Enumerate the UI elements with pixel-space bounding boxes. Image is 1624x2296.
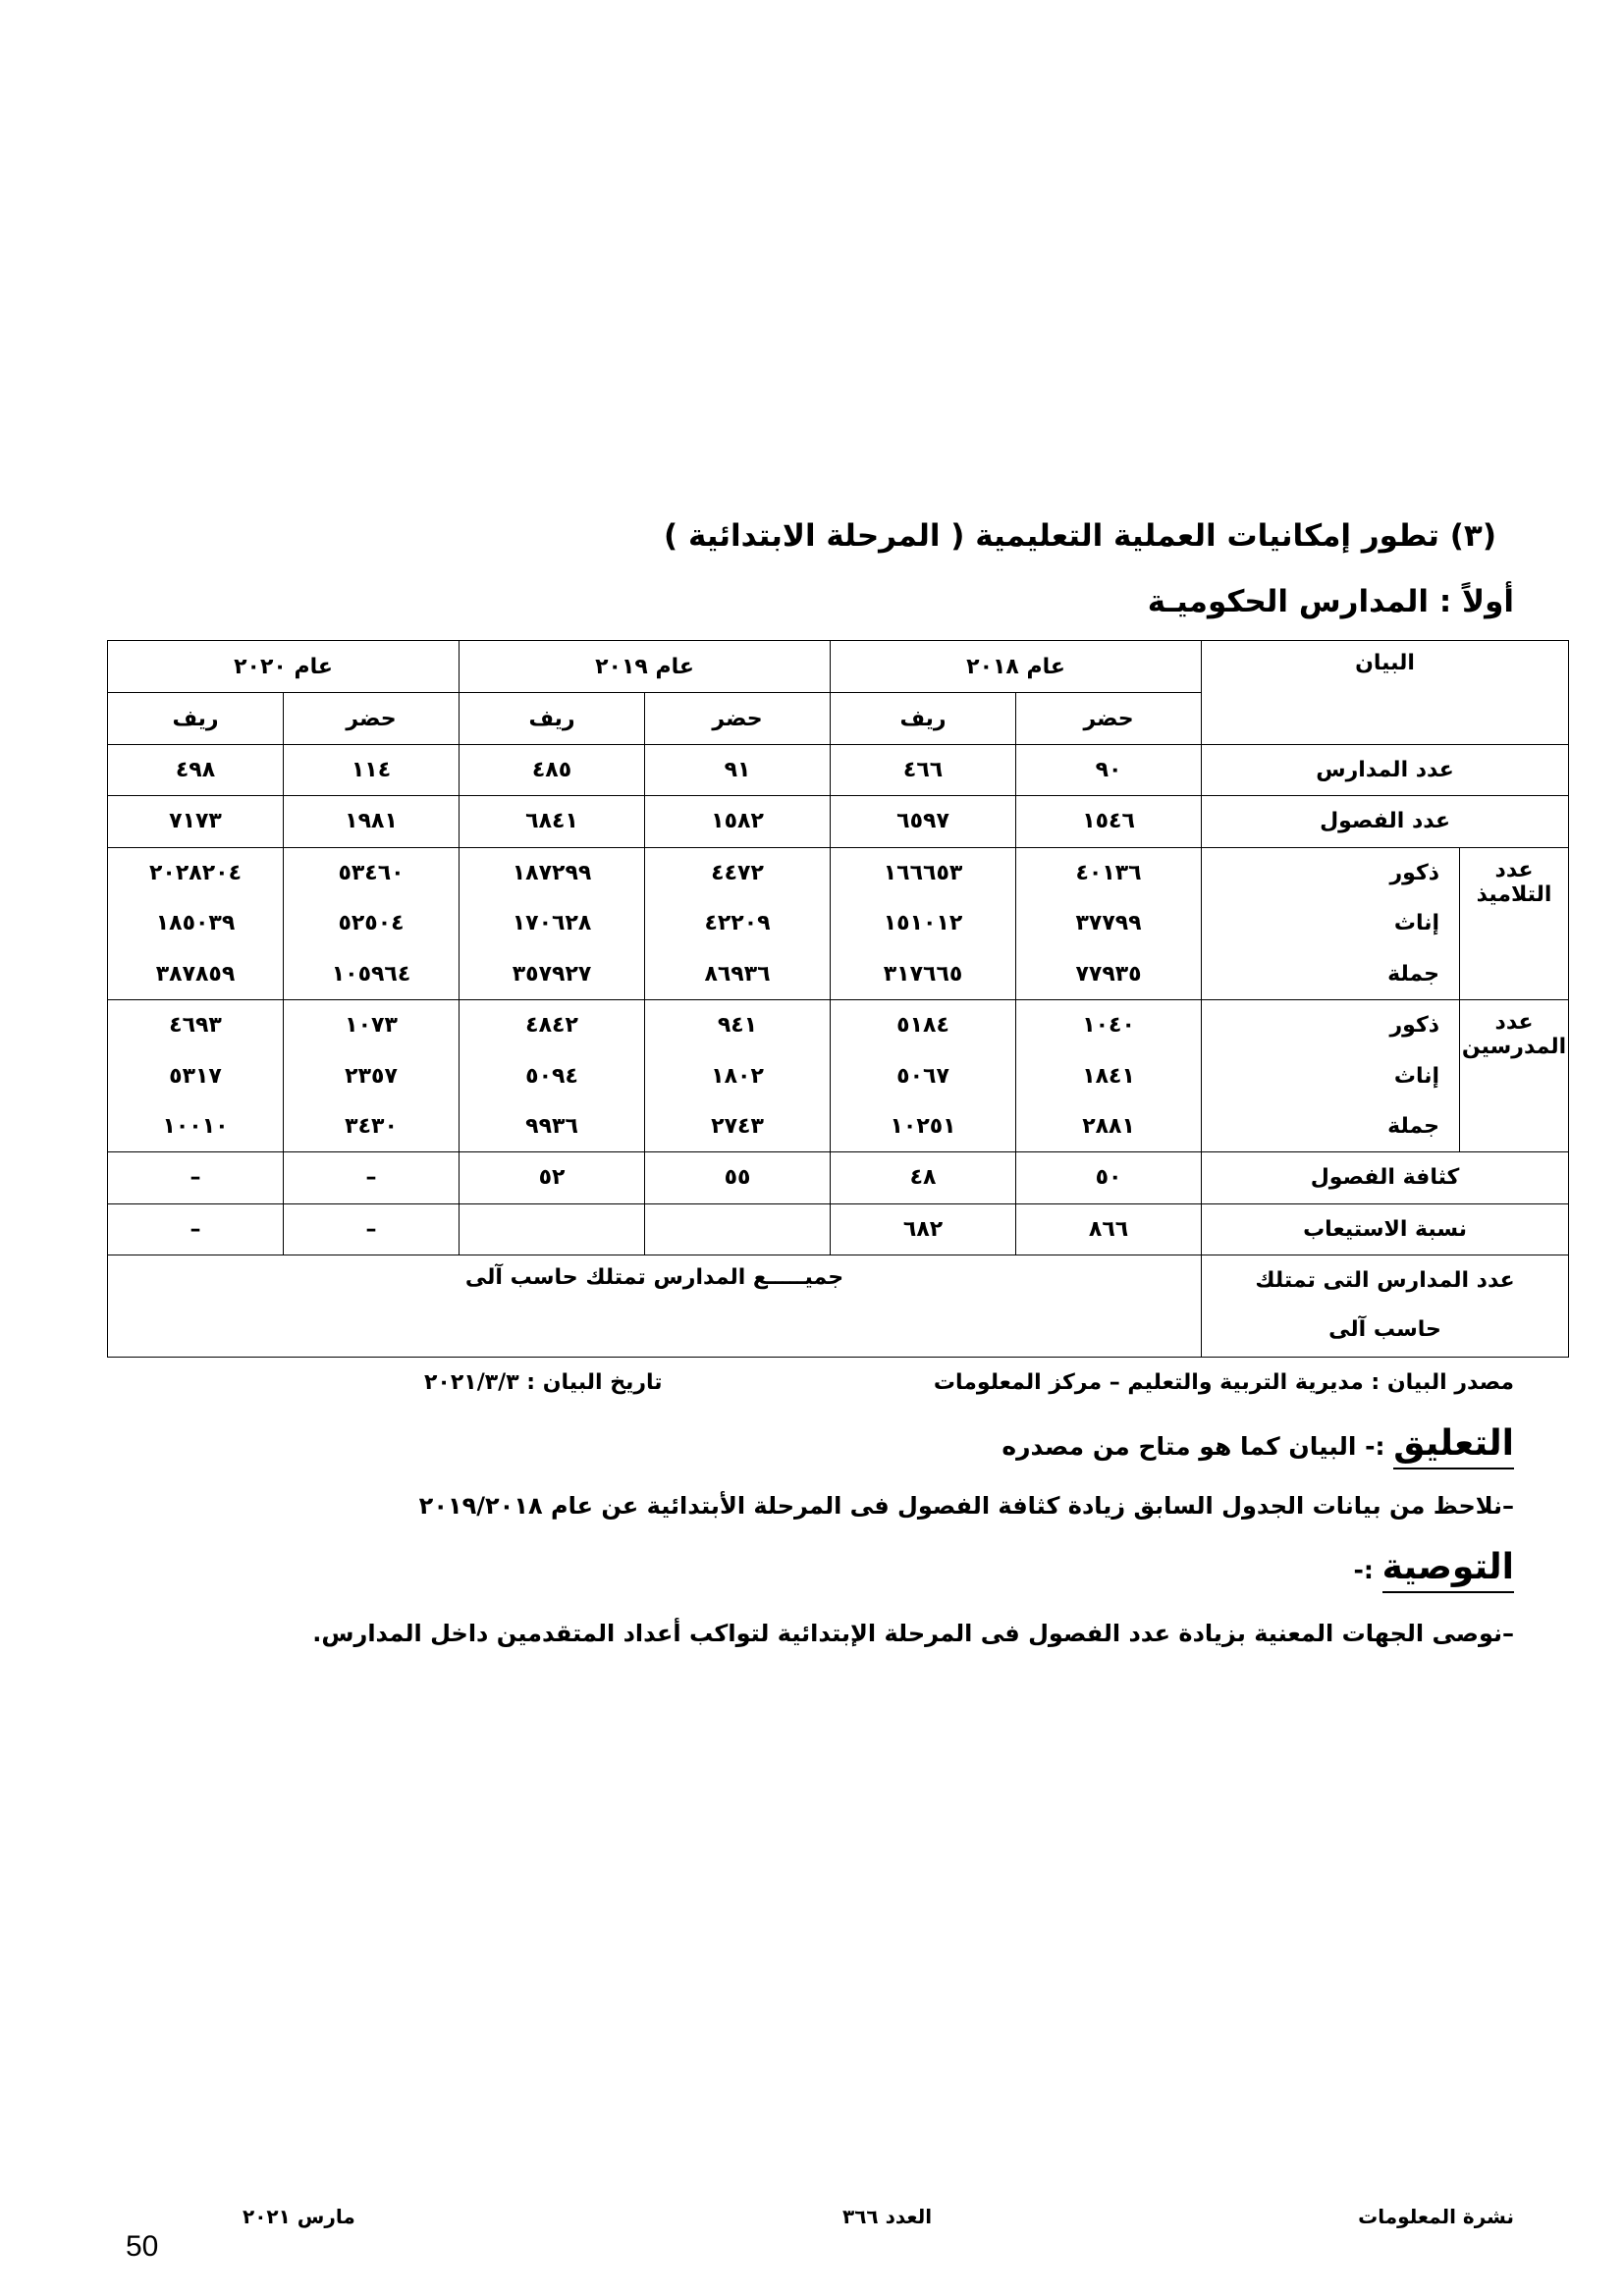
cell: ٦٥٩٧ <box>831 796 1016 847</box>
cell: ٥٠ <box>1016 1152 1202 1203</box>
value: ١٠٠١٠ <box>162 1114 229 1140</box>
source-line <box>100 1370 1514 1395</box>
recommendation-heading: التوصية <box>1382 1547 1514 1593</box>
footer-date: مارس ٢٠٢١ <box>243 2205 355 2228</box>
value: ٤٦٩٣ <box>169 1013 222 1039</box>
footer-issue: العدد ٣٦٦ <box>842 2205 933 2228</box>
cell: ٥٢ <box>460 1152 645 1203</box>
header-urban-2018: حضر <box>1016 693 1202 745</box>
footer-publication: نشرة المعلومات <box>1358 2205 1514 2228</box>
cell: ٩٠ <box>1016 745 1202 796</box>
row-density <box>108 1152 1569 1203</box>
header-label-cell: البيان <box>1202 641 1569 745</box>
header-rural-2019: ريف <box>460 693 645 745</box>
cell: ٩١ <box>645 745 831 796</box>
header-urban-2020: حضر <box>284 693 460 745</box>
header-urban-2019: حضر <box>645 693 831 745</box>
value: ١٧٠٦٢٨ <box>512 911 592 936</box>
data-date: تاريخ البيان : ٢٠٢١/٣/٣ <box>424 1370 663 1395</box>
value: ٣٨٧٨٥٩ <box>155 961 236 987</box>
cell: ٨٦٦ <box>1016 1203 1202 1255</box>
cell <box>460 847 645 999</box>
cell: ٤٨٥ <box>460 745 645 796</box>
cell: ١١٤ <box>284 745 460 796</box>
row-computers <box>108 1255 1569 1357</box>
cell <box>1016 999 1202 1151</box>
row-label: كثافة الفصول <box>1202 1152 1569 1203</box>
cell: ٦٨٢ <box>831 1203 1016 1255</box>
value: ١٨٤١ <box>1082 1063 1135 1089</box>
cell: ١٥٤٦ <box>1016 796 1202 847</box>
row-students <box>108 847 1569 999</box>
value: ١٠٧٣ <box>345 1013 398 1039</box>
value: ٧٧٩٣٥ <box>1075 961 1142 987</box>
recommendation-suffix: :- <box>1353 1556 1374 1584</box>
cell: ١٩٨١ <box>284 796 460 847</box>
value: ٢٠٢٨٢٠٤ <box>149 860 242 885</box>
value: ١٠٥٩٦٤ <box>331 961 411 987</box>
value: ٩٩٣٦ <box>525 1114 578 1140</box>
header-year-2019: عام ٢٠١٩ <box>460 641 831 693</box>
cell: ١٥٨٢ <box>645 796 831 847</box>
value: ٣٤٣٠ <box>345 1114 398 1140</box>
value: ٨٦٩٣٦ <box>704 961 771 987</box>
sub-label-cell <box>1202 847 1460 999</box>
value: ١٨٧٢٩٩ <box>512 860 592 885</box>
value: ١٠٤٠ <box>1082 1013 1135 1039</box>
value: ١٦٦٦٥٣ <box>883 860 963 885</box>
header-rural-2018: ريف <box>831 693 1016 745</box>
section-subtitle: أولاً : المدارس الحكوميـة <box>1147 584 1514 619</box>
cell <box>1016 847 1202 999</box>
header-row-years <box>108 641 1569 693</box>
value: ٤٨٤٢ <box>525 1013 578 1039</box>
row-teachers <box>108 999 1569 1151</box>
cell: ٤٩٨ <box>108 745 284 796</box>
row-label: عدد التلاميذ <box>1460 847 1569 999</box>
cell <box>460 1203 645 1255</box>
cell: – <box>284 1152 460 1203</box>
value: ٥٢٥٠٤ <box>338 911 405 936</box>
comment-note: –نلاحظ من بيانات الجدول السابق زيادة كثافة الفصول فى المرحلة الأبتدائية عن عام ٢٠١٩/٢٠١٨ <box>418 1492 1514 1520</box>
statistics-table <box>107 640 1569 1358</box>
row-label-line2: حاسب آلى <box>1328 1317 1441 1343</box>
cell <box>831 999 1016 1151</box>
cell <box>108 999 284 1151</box>
row-absorption <box>108 1203 1569 1255</box>
value: ٥٣٤٦٠ <box>338 860 405 885</box>
value: ١٠٢٥١ <box>890 1114 956 1140</box>
cell <box>284 999 460 1151</box>
header-rural-2020: ريف <box>108 693 284 745</box>
row-label: عدد المدارس <box>1202 745 1569 796</box>
cell: – <box>108 1152 284 1203</box>
value: ٣١٧٦٦٥ <box>883 961 963 987</box>
sub-label-total: جملة <box>1387 961 1440 987</box>
value: ١٨٥٠٣٩ <box>155 911 236 936</box>
page-number: 50 <box>126 2230 159 2263</box>
row-schools <box>108 745 1569 796</box>
sub-label-male: ذكور <box>1389 860 1440 885</box>
value: ٥٣١٧ <box>169 1063 222 1089</box>
cell <box>645 847 831 999</box>
row-label: عدد المدرسين <box>1460 999 1569 1151</box>
sub-label-cell <box>1202 999 1460 1151</box>
comment-heading: التعليق <box>1393 1423 1514 1469</box>
recommendation-text: –نوصى الجهات المعنية بزيادة عدد الفصول فى المرحلة الإبتدائية لتواكب أعداد المتقدمين داخل المدارس. <box>312 1620 1514 1647</box>
cell <box>645 999 831 1151</box>
cell: ٤٦٦ <box>831 745 1016 796</box>
value: ٣٧٧٩٩ <box>1075 911 1142 936</box>
cell <box>460 999 645 1151</box>
value: ٥٠٦٧ <box>896 1063 949 1089</box>
value: ٤٠١٣٦ <box>1075 860 1142 885</box>
cell: ٧١٧٣ <box>108 796 284 847</box>
header-year-2018: عام ٢٠١٨ <box>831 641 1202 693</box>
value: ٤٢٢٠٩ <box>704 911 771 936</box>
cell <box>284 847 460 999</box>
row-label: نسبة الاستيعاب <box>1202 1203 1569 1255</box>
sub-label-total: جملة <box>1387 1114 1440 1140</box>
data-source: مصدر البيان : مديرية التربية والتعليم – مركز المعلومات <box>933 1370 1514 1395</box>
row-classes <box>108 796 1569 847</box>
value: ٢٣٥٧ <box>345 1063 398 1089</box>
value: ١٨٠٢ <box>711 1063 764 1089</box>
value: ٢٧٤٣ <box>711 1114 764 1140</box>
row-label: عدد الفصول <box>1202 796 1569 847</box>
sub-label-female: إناث <box>1393 1063 1440 1089</box>
value: ٥١٨٤ <box>896 1013 949 1039</box>
cell <box>645 1203 831 1255</box>
cell <box>831 847 1016 999</box>
value: ٥٠٩٤ <box>525 1063 578 1089</box>
value: ٤٤٧٢ <box>711 860 764 885</box>
page-title: (٣) تطور إمكانيات العملية التعليمية ( المرحلة الابتدائية ) <box>663 518 1496 554</box>
cell: ٥٥ <box>645 1152 831 1203</box>
cell: ٤٨ <box>831 1152 1016 1203</box>
comment-text: :- البيان كما هو متاح من مصدره <box>1001 1432 1385 1461</box>
sub-label-male: ذكور <box>1389 1013 1440 1039</box>
value: ٩٤١ <box>717 1013 758 1039</box>
recommendation-block <box>100 1547 1514 1587</box>
row-label-line1: عدد المدارس التى تمتلك <box>1255 1268 1515 1294</box>
cell <box>108 847 284 999</box>
header-year-2020: عام ٢٠٢٠ <box>108 641 460 693</box>
value: ١٥١٠١٢ <box>883 911 963 936</box>
cell: – <box>108 1203 284 1255</box>
row-label <box>1202 1255 1569 1357</box>
sub-label-female: إناث <box>1393 911 1440 936</box>
value: ٣٥٧٩٢٧ <box>512 961 592 987</box>
computers-merged-cell: جميـــــع المدارس تمتلك حاسب آلى <box>108 1255 1202 1357</box>
comment-block <box>100 1423 1514 1464</box>
cell: – <box>284 1203 460 1255</box>
cell: ٦٨٤١ <box>460 796 645 847</box>
value: ٢٨٨١ <box>1082 1114 1135 1140</box>
